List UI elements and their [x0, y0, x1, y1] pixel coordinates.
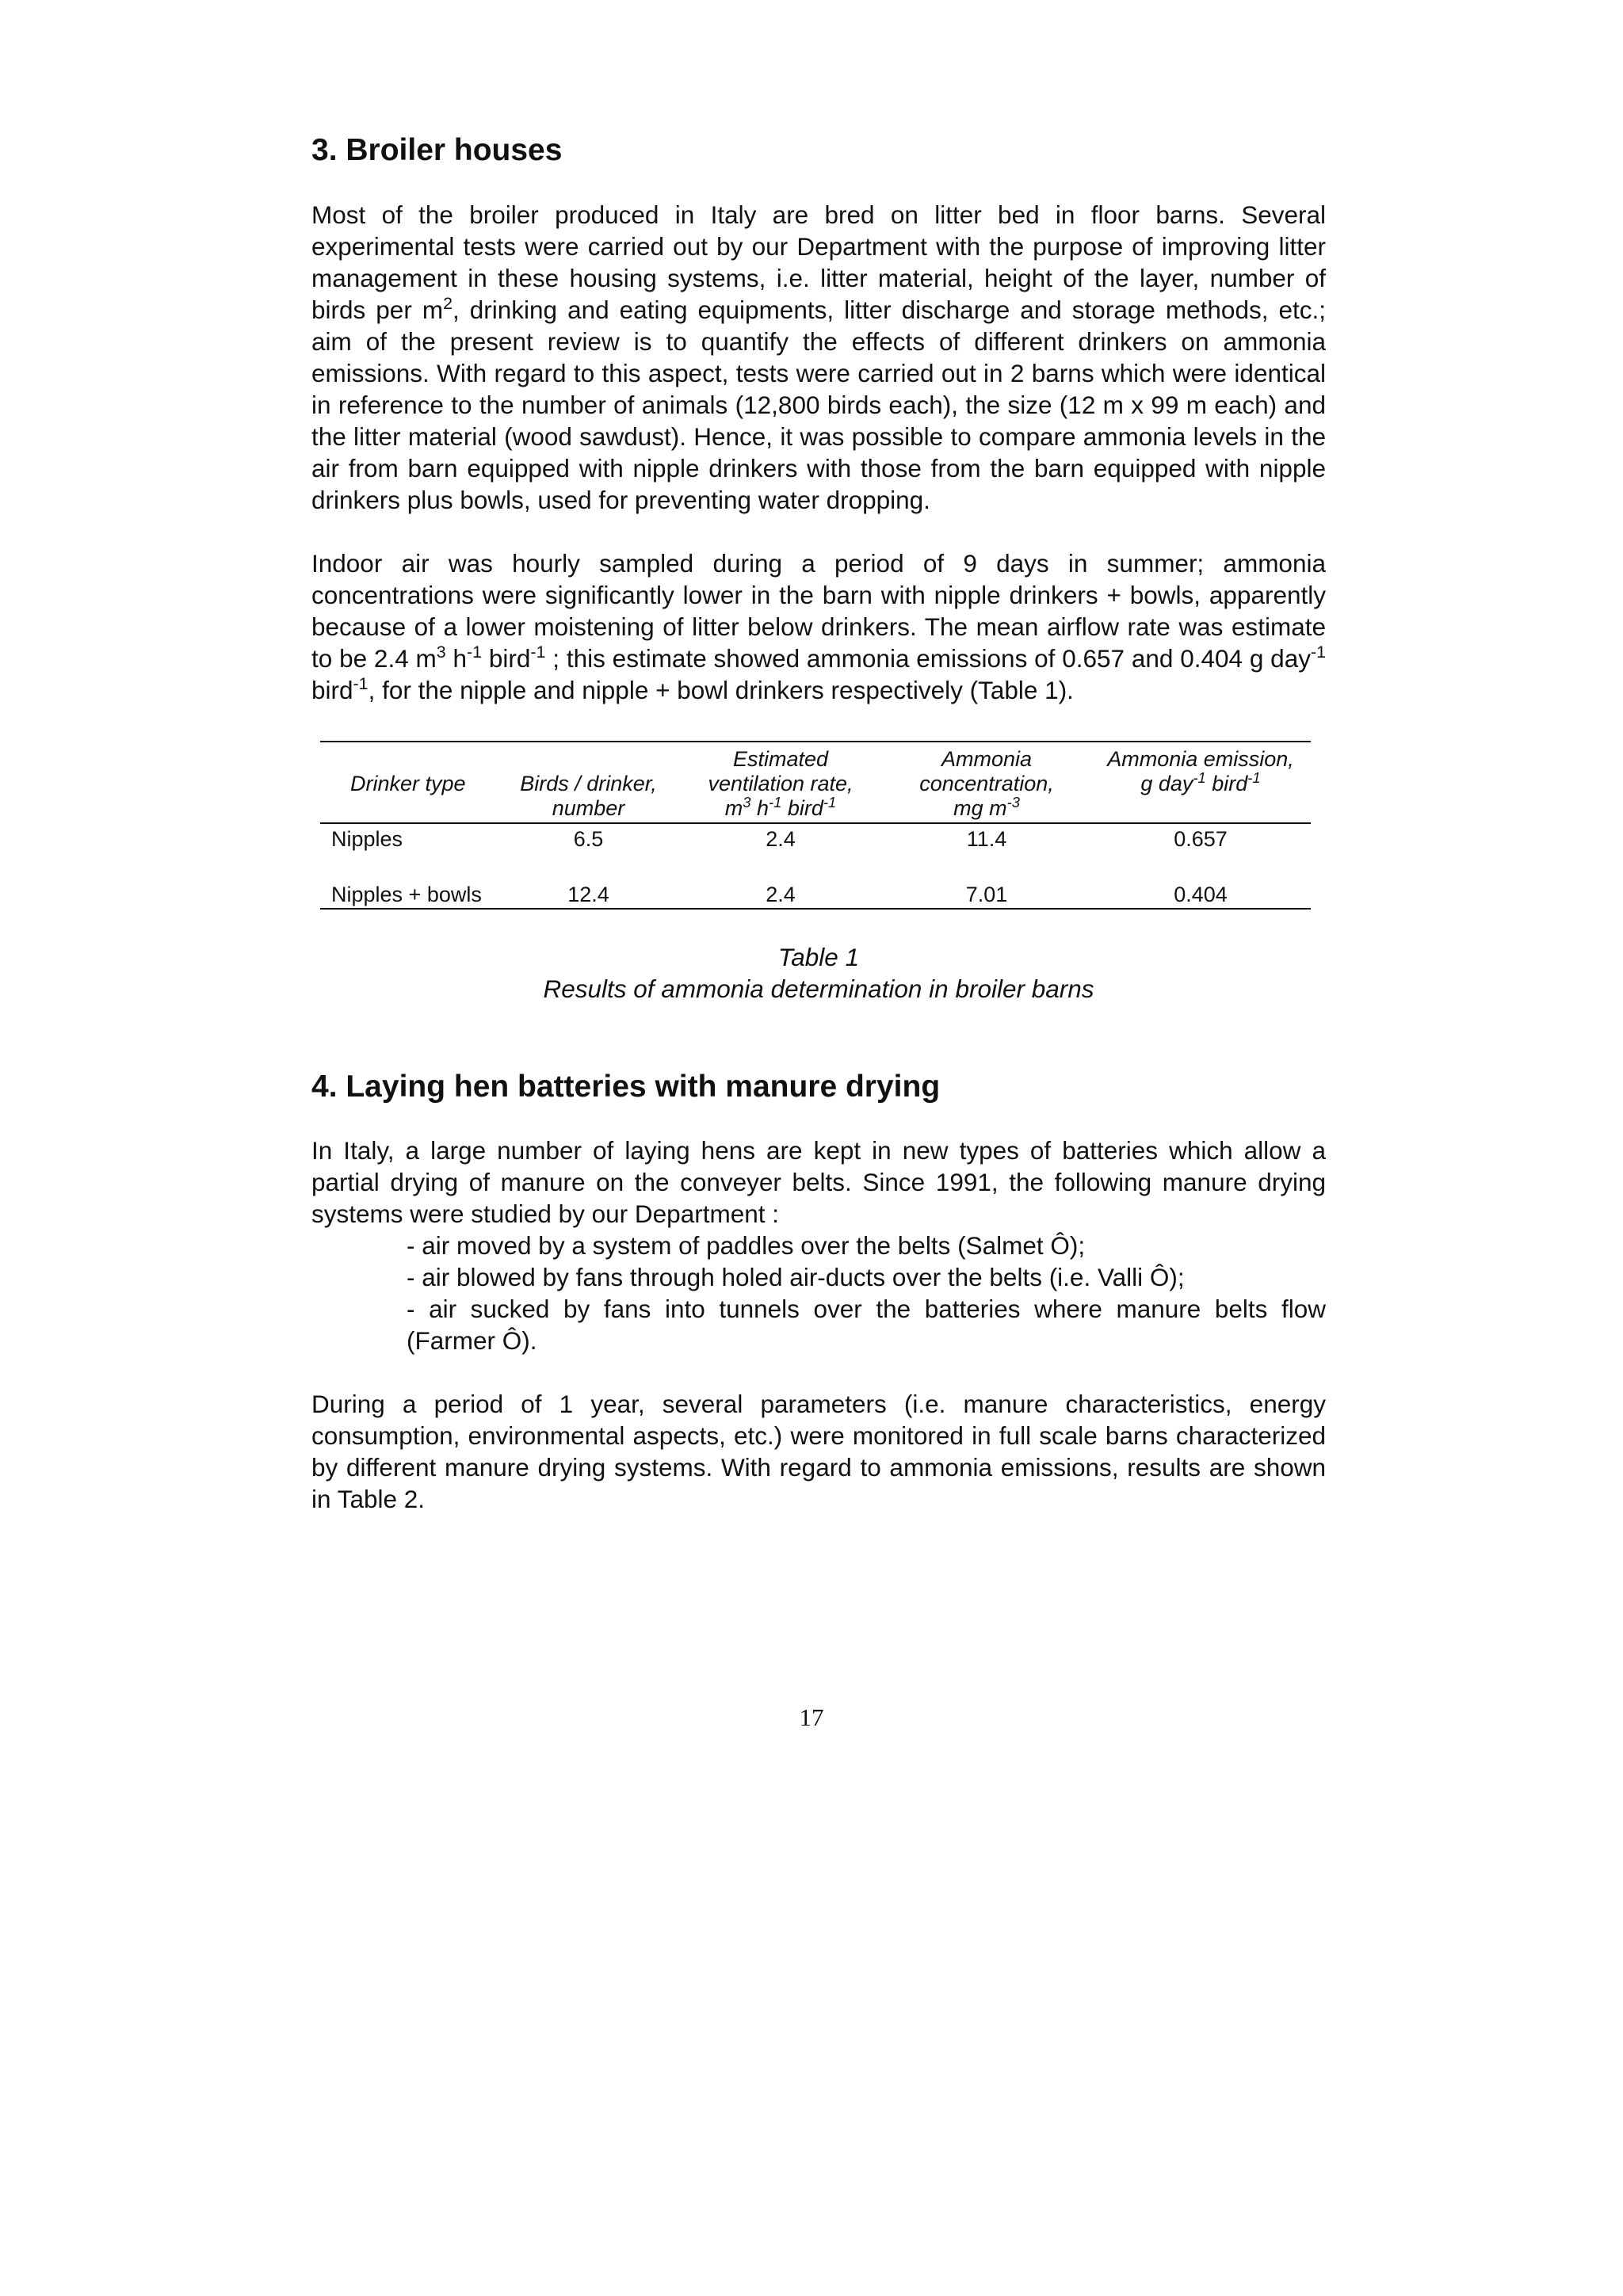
- table-header-row: [320, 742, 1311, 823]
- header-birds-per-drinker: [498, 742, 678, 823]
- section-3-paragraph-2: [311, 547, 1326, 706]
- table-row: [320, 823, 1311, 879]
- superscript: -1: [353, 674, 369, 694]
- header-line: Ammonia: [941, 747, 1033, 771]
- list-item: - air sucked by fans into tunnels over the batteries where manure belts flow (Farmer Ô).: [407, 1295, 1326, 1355]
- superscript: -1: [1247, 769, 1261, 786]
- superscript: -1: [467, 643, 483, 662]
- header-unit: m: [724, 796, 743, 820]
- table-row: [320, 879, 1311, 909]
- header-line: number: [552, 796, 625, 820]
- text-run: Indoor air was hourly sampled during a period of 9 days in summer; ammonia concentrations were significantly lower in the barn with nipple drinkers + bowls, apparently because of a lower moistening of litter below drinkers. The mean airflow rate was estimate to be 2.4 m: [311, 549, 1326, 673]
- superscript: -1: [1310, 643, 1327, 662]
- cell-concentration: 7.01: [883, 879, 1090, 909]
- header-line: concentration,: [919, 772, 1054, 795]
- cell-drinker: Nipples: [331, 827, 403, 851]
- table-1-caption: [311, 941, 1326, 1005]
- section-3-paragraph-1: [311, 199, 1326, 516]
- header-unit: g day: [1140, 772, 1193, 795]
- drying-systems-list: [311, 1230, 1326, 1356]
- section-4-paragraph-2: During a period of 1 year, several parameters (i.e. manure characteristics, energy consumption, environmental aspects, etc.) were monitored in full scale barns characterized by different manure drying systems. With regard to ammonia emissions, results are shown in Table 2.: [311, 1390, 1326, 1513]
- superscript: 2: [443, 294, 453, 314]
- superscript: -1: [769, 793, 782, 810]
- text-run: bird: [311, 676, 353, 704]
- header-drinker-type: Drinker type: [320, 742, 498, 823]
- table-1: [320, 741, 1311, 910]
- cell-concentration: 11.4: [966, 827, 1007, 851]
- cell-ventilation: 2.4: [766, 827, 796, 851]
- text-run: bird: [482, 644, 531, 673]
- header-line: Ammonia emission,: [1107, 747, 1294, 771]
- section-4-paragraph-1: In Italy, a large number of laying hens are kept in new types of batteries which allow a partial drying of manure on the conveyer belts. Since 1991, the following manure drying systems were studied by our Department :: [311, 1136, 1326, 1228]
- header-ventilation-rate: [678, 742, 883, 823]
- header-unit: mg m: [953, 796, 1007, 820]
- superscript: -1: [823, 793, 837, 810]
- superscript: -3: [1006, 793, 1020, 810]
- list-item: - air moved by a system of paddles over the belts (Salmet Ô);: [407, 1231, 1086, 1260]
- text-run: , drinking and eating equipments, litter discharge and storage methods, etc.; aim of the present review is to quantify the effects of different drinkers on ammonia emissions. With regard to this aspect, tests were carried out in 2 barns which were identical in reference to the number of animals (12,800 birds each), the size (12 m x 99 m each) and the litter material (wood sawdust). Hence, it was possible to compare ammonia levels in the air from barn equipped with nipple drinkers with those from the barn equipped with nipple drinkers plus bowls, used for preventing water dropping.: [311, 296, 1326, 514]
- superscript: 3: [743, 793, 751, 810]
- header-ammonia-emission: [1090, 742, 1311, 823]
- header-ammonia-concentration: [883, 742, 1090, 823]
- page-number: 17: [799, 1703, 824, 1731]
- section-3-heading: 3. Broiler houses: [311, 133, 563, 167]
- header-unit: bird: [781, 796, 823, 820]
- cell-drinker: Nipples + bowls: [320, 879, 498, 909]
- cell-birds: 12.4: [498, 879, 678, 909]
- superscript: 3: [436, 643, 446, 662]
- text-run: Most of the broiler produced in Italy are bred on litter bed in floor barns. Several experimental tests were carried out by our Department with the purpose of improving litter management in these housing systems, i.e. litter material, height of the layer, number of birds per m: [311, 200, 1326, 324]
- cell-emission: 0.657: [1174, 827, 1228, 851]
- cell-emission: 0.404: [1090, 879, 1311, 909]
- cell-birds: 6.5: [573, 827, 604, 851]
- header-line: Estimated: [732, 747, 829, 771]
- caption-label: Table 1: [777, 943, 860, 971]
- header-line: ventilation rate,: [708, 772, 854, 795]
- superscript: -1: [530, 643, 546, 662]
- caption-text: Results of ammonia determination in broiler barns: [543, 974, 1094, 1003]
- text-run: ; this estimate showed ammonia emissions of 0.657 and 0.404 g day: [545, 644, 1311, 673]
- section-4-heading: 4. Laying hen batteries with manure drying: [311, 1070, 941, 1104]
- cell-ventilation: 2.4: [678, 879, 883, 909]
- ammonia-results-table: [320, 741, 1311, 910]
- list-item: - air blowed by fans through holed air-ducts over the belts (i.e. Valli Ô);: [407, 1263, 1185, 1291]
- header-unit: bird: [1205, 772, 1248, 795]
- header-line: Birds / drinker,: [520, 772, 657, 795]
- text-run: h: [445, 644, 468, 673]
- header-unit: h: [750, 796, 769, 820]
- text-run: , for the nipple and nipple + bowl drinkers respectively (Table 1).: [368, 676, 1074, 704]
- superscript: -1: [1193, 769, 1206, 786]
- page-content: [311, 127, 1326, 1515]
